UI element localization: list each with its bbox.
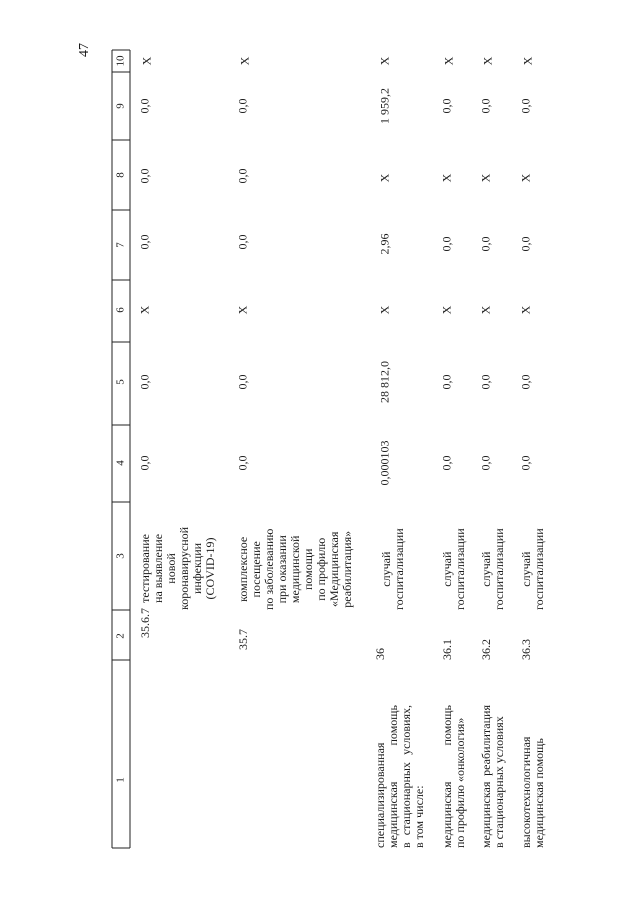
cell-col6: X — [518, 305, 533, 315]
cell-col10: X — [480, 56, 495, 66]
row-code: 35.7 — [236, 629, 250, 650]
row-label: специализированная медицинская помощь в стационарных условиях, в том числе: — [373, 705, 426, 848]
cell-col8: 0,0 — [235, 168, 250, 184]
cell-col4: 0,0 — [439, 455, 454, 471]
row-unit: тестирование на выявление новой коронавирусной инфекции (COVID-19) — [138, 526, 217, 610]
cell-col4: 0,0 — [478, 455, 493, 471]
col-header-5: 5 — [114, 379, 127, 385]
cell-col9: 1 959,2 — [377, 88, 392, 124]
cell-col8: X — [518, 173, 533, 183]
cell-col10: X — [520, 56, 535, 66]
cell-col6: X — [235, 305, 250, 315]
row-label: медицинская реабилитация в стационарных условиях — [479, 705, 506, 848]
cell-col4: 0,0 — [518, 455, 533, 471]
row-unit: случай госпитализации — [440, 528, 467, 610]
cell-col5: 0,0 — [478, 374, 493, 390]
row-unit: случай госпитализации — [519, 528, 546, 610]
cell-col5: 0,0 — [137, 374, 152, 390]
cell-col6: X — [478, 305, 493, 315]
cell-col4: 0,000103 — [377, 440, 392, 486]
cell-col9: 0,0 — [518, 98, 533, 114]
row-code: 36 — [373, 648, 387, 660]
cell-col5: 0,0 — [518, 374, 533, 390]
cell-col7: 0,0 — [439, 236, 454, 252]
cell-col4: 0,0 — [235, 455, 250, 471]
cell-col6: X — [377, 305, 392, 315]
cell-col9: 0,0 — [439, 98, 454, 114]
row-unit: случай госпитализации — [479, 528, 506, 610]
row-label: высокотехнологичная медицинская помощь — [519, 736, 546, 848]
cell-col10: X — [237, 56, 252, 66]
row-code: 36.3 — [519, 639, 533, 660]
cell-col6: X — [439, 305, 454, 315]
col-header-2: 2 — [114, 633, 127, 639]
col-header-9: 9 — [114, 103, 127, 109]
page-number: 47 — [77, 43, 92, 57]
cell-col7: 0,0 — [478, 236, 493, 252]
row-unit: комплексное посещение по заболеванию при оказании медицинской помощи по профилю «Медицинская реабилитация» — [236, 528, 354, 610]
cell-col10: X — [441, 56, 456, 66]
cell-col8: 0,0 — [137, 168, 152, 184]
cell-col7: 2,96 — [377, 233, 392, 255]
col-header-8: 8 — [114, 172, 127, 178]
cell-col8: X — [439, 173, 454, 183]
col-header-6: 6 — [114, 307, 127, 313]
row-code: 36.1 — [440, 639, 454, 660]
col-header-7: 7 — [114, 242, 127, 248]
cell-col7: 0,0 — [137, 234, 152, 250]
cell-col5: 0,0 — [439, 374, 454, 390]
cell-col9: 0,0 — [137, 98, 152, 114]
cell-col4: 0,0 — [137, 455, 152, 471]
col-header-1: 1 — [114, 777, 127, 783]
col-header-10: 10 — [114, 55, 127, 67]
row-code: 35.6.7 — [138, 608, 152, 638]
cell-col8: X — [478, 173, 493, 183]
cell-col7: 0,0 — [518, 236, 533, 252]
row-unit: случай госпитализации — [379, 528, 406, 610]
cell-col7: 0,0 — [235, 234, 250, 250]
row-label: медицинская помощь по профилю «онкология» — [440, 705, 467, 848]
cell-col5: 0,0 — [235, 374, 250, 390]
col-header-4: 4 — [114, 460, 127, 466]
cell-col5: 28 812,0 — [377, 361, 392, 403]
cell-col9: 0,0 — [235, 98, 250, 114]
cell-col10: X — [377, 56, 392, 66]
cell-col8: X — [377, 173, 392, 183]
cell-col6: X — [137, 305, 152, 315]
col-header-3: 3 — [114, 553, 127, 559]
row-code: 36.2 — [479, 639, 493, 660]
cell-col10: X — [139, 56, 154, 66]
cell-col9: 0,0 — [478, 98, 493, 114]
